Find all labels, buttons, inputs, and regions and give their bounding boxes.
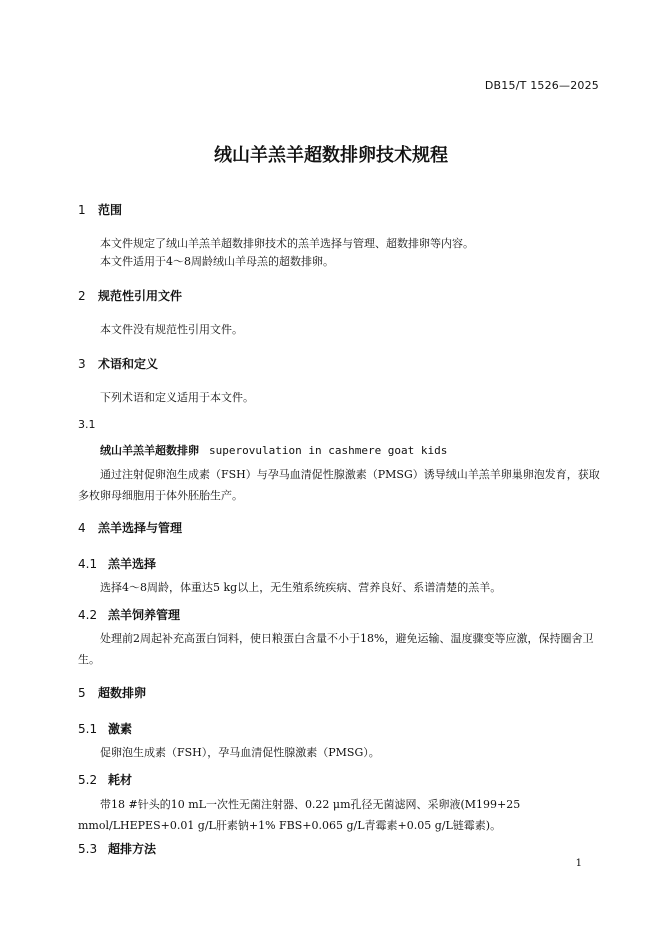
term-english: superovulation in cashmere goat kids bbox=[209, 444, 448, 457]
section-title: 超数排卵 bbox=[98, 686, 147, 700]
clause-4-2-heading bbox=[78, 606, 180, 623]
clause-title: 耗材 bbox=[108, 773, 133, 787]
section-2-heading bbox=[78, 287, 182, 304]
clause-title: 激素 bbox=[108, 722, 133, 736]
section-number: 4 bbox=[78, 521, 86, 535]
clause-4-2-paragraph: 处理前2周起补充高蛋白饲料，使日粮蛋白含量不小于18%，避免运输、温度骤变等应激，保持圈舍卫生。 bbox=[78, 632, 594, 666]
clause-number: 5.1 bbox=[78, 722, 98, 736]
clause-5-3-heading bbox=[78, 840, 156, 857]
section-2-paragraph: 本文件没有规范性引用文件。 bbox=[100, 323, 243, 336]
standard-number: DB15/T 1526—2025 bbox=[484, 79, 599, 92]
section-3-paragraph: 下列术语和定义适用于本文件。 bbox=[100, 391, 254, 404]
term-definition: 通过注射促卵泡生成素（FSH）与孕马血清促性腺激素（PMSG）诱导绒山羊羔羊卵巢卵泡发育，获取多枚卵母细胞用于体外胚胎生产。 bbox=[78, 468, 600, 502]
clause-title: 羔羊饲养管理 bbox=[108, 608, 181, 622]
page-number: 1 bbox=[575, 858, 582, 869]
section-4-heading bbox=[78, 519, 182, 536]
section-title: 规范性引用文件 bbox=[98, 289, 183, 303]
clause-5-2-heading bbox=[78, 771, 132, 788]
clause-5-2-paragraph: 带18 #针头的10 mL一次性无菌注射器、0.22 μm孔径无菌滤网、采卵液(M199+25 mmol/LHEPES+0.01 g/L肝素钠+1% FBS+0.065 g/L青霉素+0.05 g/L链霉素)。 bbox=[78, 798, 521, 832]
section-number: 2 bbox=[78, 289, 86, 303]
clause-number: 5.3 bbox=[78, 842, 98, 856]
document-title: 绒山羊羔羊超数排卵技术规程 bbox=[214, 145, 448, 166]
clause-4-1-paragraph: 选择4～8周龄，体重达5 kg以上，无生殖系统疾病、营养良好、系谱清楚的羔羊。 bbox=[100, 581, 502, 594]
section-5-heading bbox=[78, 684, 146, 701]
section-title: 范围 bbox=[98, 203, 123, 217]
clause-title: 超排方法 bbox=[108, 842, 157, 856]
section-title: 羔羊选择与管理 bbox=[98, 521, 183, 535]
clause-3-1-number: 3.1 bbox=[78, 418, 96, 431]
clause-number: 4.2 bbox=[78, 608, 98, 622]
clause-5-1-heading bbox=[78, 720, 132, 737]
section-1-paragraph-1: 本文件规定了绒山羊羔羊超数排卵技术的羔羊选择与管理、超数排卵等内容。 bbox=[100, 237, 474, 250]
section-1-paragraph-2: 本文件适用于4～8周龄绒山羊母羔的超数排卵。 bbox=[100, 255, 334, 268]
clause-4-1-heading bbox=[78, 555, 156, 572]
section-number: 5 bbox=[78, 686, 86, 700]
clause-number: 4.1 bbox=[78, 557, 98, 571]
term-entry bbox=[100, 442, 447, 458]
section-number: 3 bbox=[78, 357, 86, 371]
clause-number: 5.2 bbox=[78, 773, 98, 787]
term-chinese: 绒山羊羔羊超数排卵 bbox=[100, 444, 199, 457]
clause-title: 羔羊选择 bbox=[108, 557, 157, 571]
section-title: 术语和定义 bbox=[98, 357, 159, 371]
section-3-heading bbox=[78, 355, 158, 372]
section-1-heading bbox=[78, 201, 122, 218]
section-number: 1 bbox=[78, 203, 86, 217]
clause-5-1-paragraph: 促卵泡生成素（FSH），孕马血清促性腺激素（PMSG）。 bbox=[100, 746, 380, 759]
